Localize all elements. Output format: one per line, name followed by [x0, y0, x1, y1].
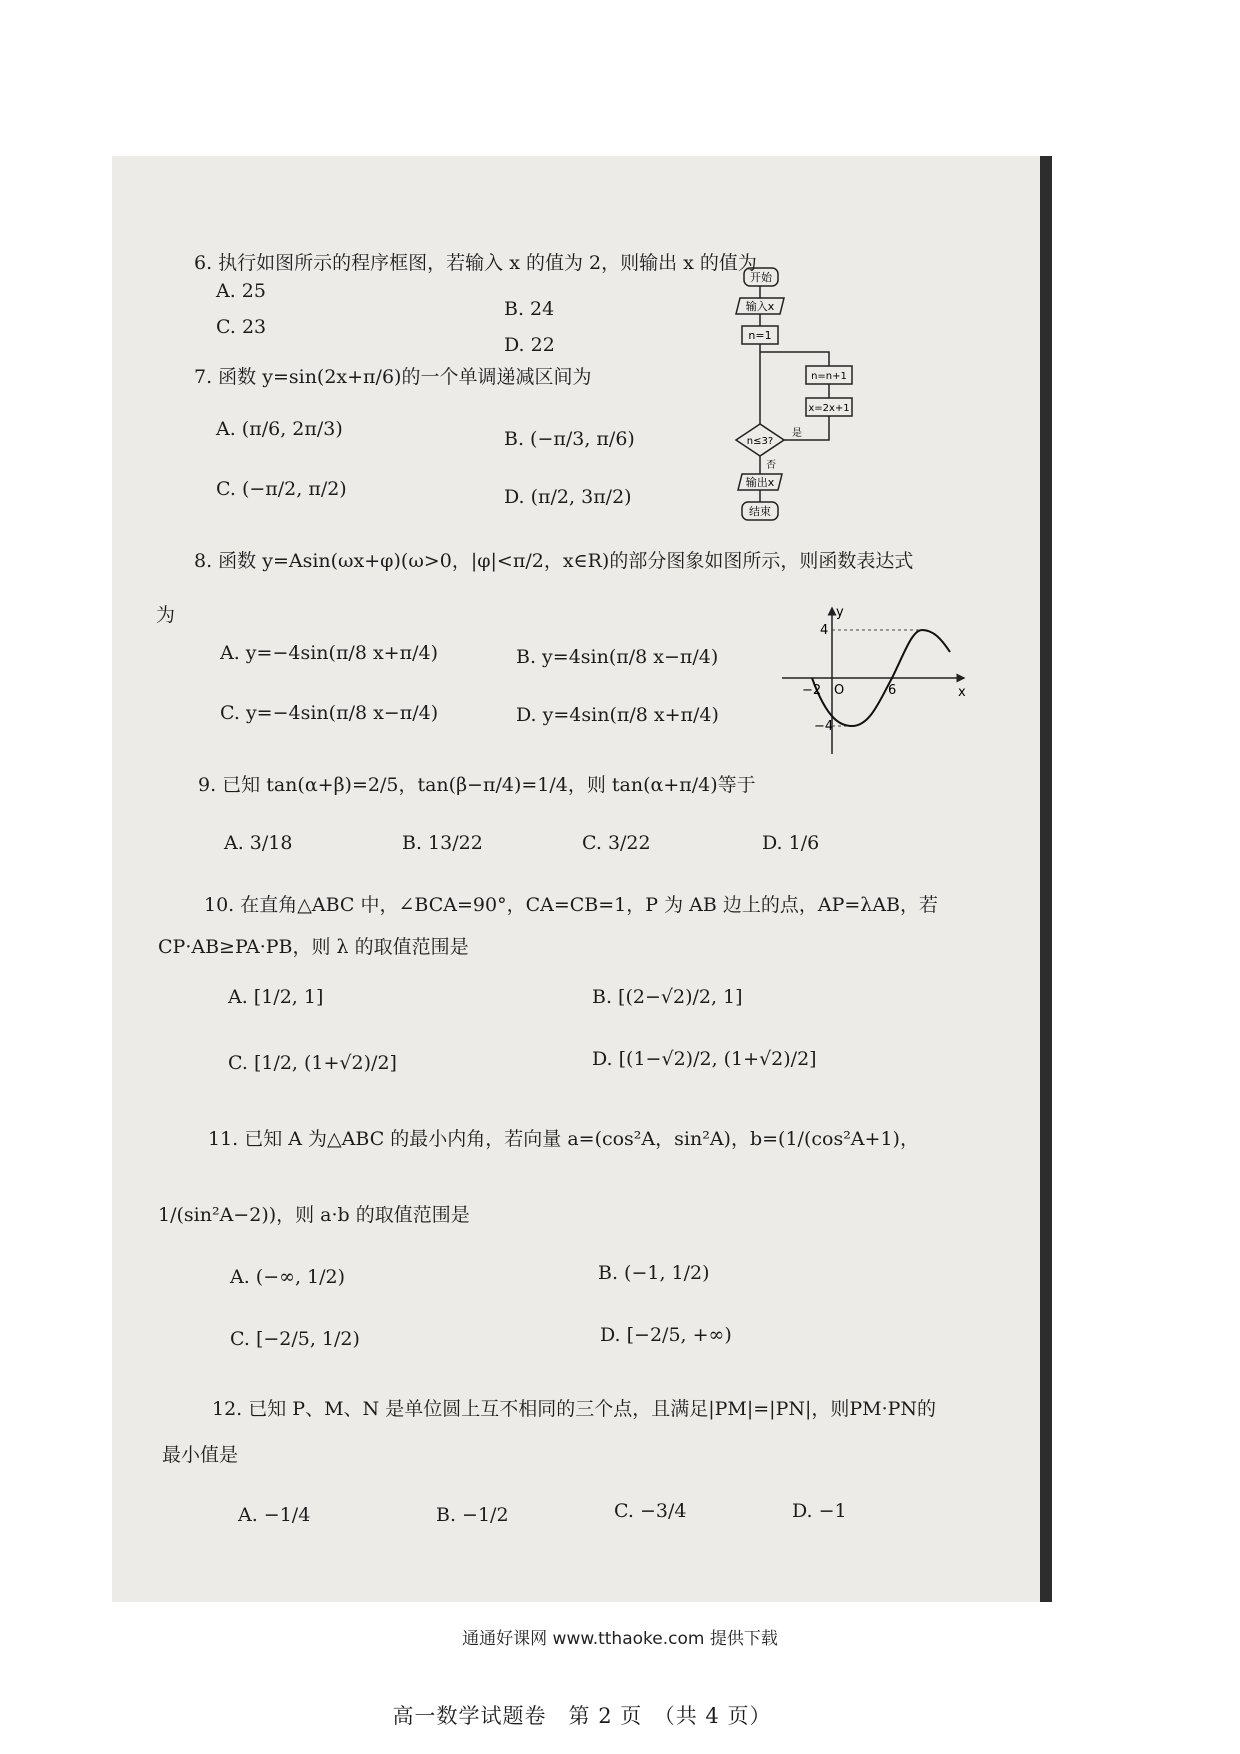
paper-shadow-edge — [1040, 156, 1052, 1602]
flowchart-end-label: 结束 — [749, 505, 771, 518]
program-flowchart — [722, 264, 862, 544]
question-6-option-d: D. 22 — [504, 334, 555, 356]
question-11-option-c: C. [−2/5, 1/2) — [230, 1328, 360, 1350]
question-7-option-b: B. (−π/3, π/6) — [504, 428, 635, 450]
download-credit: 通通好课网 www.tthaoke.com 提供下载 — [462, 1629, 778, 1649]
question-9-option-b: B. 13/22 — [402, 832, 483, 854]
question-10-stem-continued: CP·AB≥PA·PB，则 λ 的取值范围是 — [158, 936, 469, 958]
graph-tick-neg2: −2 — [802, 683, 822, 698]
flowchart-yes-label: 是 — [792, 428, 802, 439]
question-11-option-d: D. [−2/5, +∞) — [600, 1324, 732, 1346]
flowchart-no-label: 否 — [766, 460, 776, 471]
question-12-option-c: C. −3/4 — [614, 1500, 687, 1522]
question-12-stem-continued: 最小值是 — [162, 1444, 239, 1466]
question-8-option-d: D. y=4sin(π/8 x+π/4) — [516, 704, 719, 726]
flowchart-condition-label: n≤3? — [746, 436, 774, 447]
flowchart-init-label: n=1 — [748, 329, 772, 342]
question-6-option-a: A. 25 — [216, 280, 266, 302]
question-10-option-d: D. [(1−√2)/2, (1+√2)/2] — [592, 1048, 817, 1070]
question-8-option-b: B. y=4sin(π/8 x−π/4) — [516, 646, 719, 668]
question-8-stem: 8. 函数 y=Asin(ωx+φ)(ω>0，|φ|<π/2，x∈R)的部分图象如图所示，则函数表达式 — [194, 550, 914, 572]
flowchart-start-label: 开始 — [750, 271, 772, 284]
question-7-stem: 7. 函数 y=sin(2x+π/6)的一个单调递减区间为 — [194, 366, 592, 388]
graph-tick-4: 4 — [820, 623, 829, 638]
question-9-stem: 9. 已知 tan(α+β)=2/5，tan(β−π/4)=1/4，则 tan(α+π/4)等于 — [198, 774, 756, 796]
question-8-stem-continued: 为 — [156, 604, 176, 626]
flowchart-update-n-label: n=n+1 — [811, 371, 847, 382]
question-10-option-b: B. [(2−√2)/2, 1] — [592, 986, 743, 1008]
question-12-stem: 12. 已知 P、M、N 是单位圆上互不相同的三个点，且满足|PM|=|PN|，则PM·PN的 — [212, 1398, 937, 1420]
flowchart-update-x-label: x=2x+1 — [808, 403, 850, 414]
question-6-option-b: B. 24 — [504, 298, 555, 320]
question-6-option-c: C. 23 — [216, 316, 267, 338]
graph-x-label: x — [958, 685, 966, 700]
question-12-option-a: A. −1/4 — [238, 1504, 311, 1526]
question-12-option-b: B. −1/2 — [436, 1504, 509, 1526]
graph-y-label: y — [836, 605, 844, 620]
question-7-option-d: D. (π/2, 3π/2) — [504, 486, 632, 508]
sine-graph — [772, 604, 972, 764]
question-10-option-c: C. [1/2, (1+√2)/2] — [228, 1052, 397, 1074]
flowchart-output-label: 输出x — [745, 476, 775, 489]
graph-origin-label: O — [834, 683, 845, 698]
page-footer: 高一数学试题卷 第 2 页 （共 4 页） — [392, 1704, 772, 1728]
question-9-option-d: D. 1/6 — [762, 832, 820, 854]
question-12-option-d: D. −1 — [792, 1500, 847, 1522]
question-11-stem-continued: 1/(sin²A−2))，则 a·b 的取值范围是 — [158, 1204, 470, 1226]
question-6-stem: 6. 执行如图所示的程序框图，若输入 x 的值为 2，则输出 x 的值为 — [194, 252, 757, 274]
question-7-option-c: C. (−π/2, π/2) — [216, 478, 347, 500]
flowchart-input-label: 输入x — [745, 300, 775, 313]
question-11-option-b: B. (−1, 1/2) — [598, 1262, 710, 1284]
question-10-option-a: A. [1/2, 1] — [228, 986, 324, 1008]
question-11-option-a: A. (−∞, 1/2) — [230, 1266, 346, 1288]
question-10-stem: 10. 在直角△ABC 中，∠BCA=90°，CA=CB=1，P 为 AB 边上的点，AP=λAB，若 — [204, 894, 938, 916]
question-9-option-c: C. 3/22 — [582, 832, 651, 854]
graph-tick-neg4: −4 — [814, 719, 834, 734]
question-8-option-a: A. y=−4sin(π/8 x+π/4) — [220, 642, 438, 664]
graph-tick-6: 6 — [888, 683, 897, 698]
question-8-option-c: C. y=−4sin(π/8 x−π/4) — [220, 702, 439, 724]
question-7-option-a: A. (π/6, 2π/3) — [216, 418, 343, 440]
question-11-stem: 11. 已知 A 为△ABC 的最小内角，若向量 a=(cos²A，sin²A)，b=(1/(cos²A+1)， — [208, 1128, 919, 1150]
question-9-option-a: A. 3/18 — [224, 832, 293, 854]
